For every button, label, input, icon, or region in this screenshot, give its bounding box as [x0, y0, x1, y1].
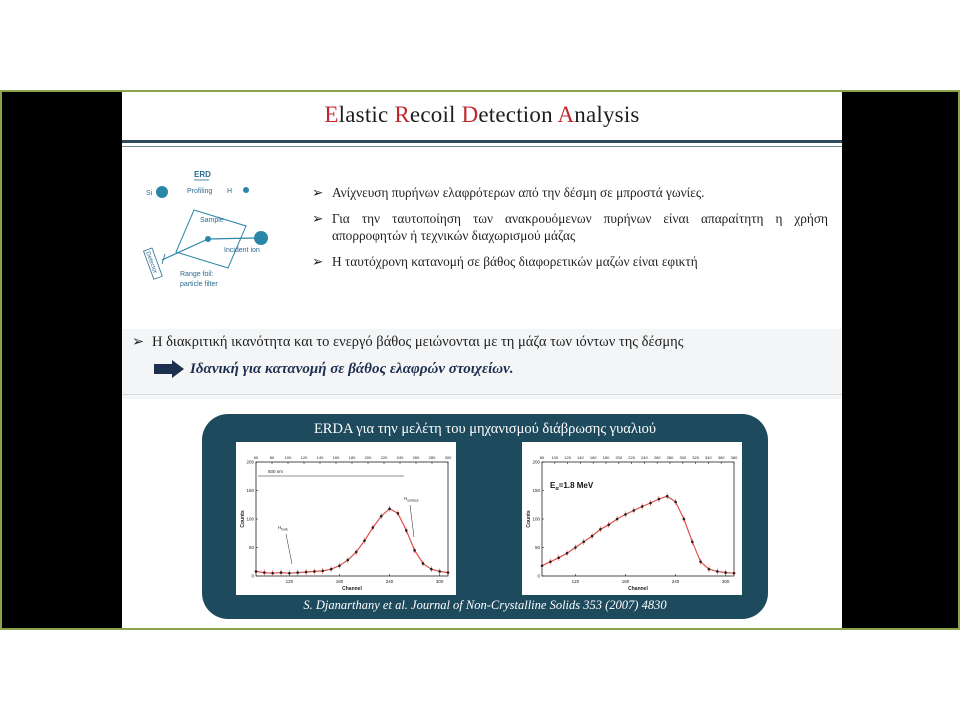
x-tick-label: 300: [435, 579, 444, 584]
x-tick-label: 180: [335, 579, 344, 584]
data-point: [363, 539, 366, 542]
top-tick-label: 200: [364, 455, 372, 460]
target-atom: [205, 236, 211, 242]
data-point: [674, 501, 677, 504]
energy-value: =1.8 MeV: [558, 481, 594, 490]
diagram-incident-label: Incident ion: [224, 247, 260, 254]
top-tick-label: 140: [316, 455, 324, 460]
data-point: [549, 560, 552, 563]
conclusion-line: [154, 360, 514, 378]
chart-2-svg: [522, 442, 742, 595]
erd-geometry-diagram: [140, 164, 300, 294]
bullet-text: Ανίχνευση πυρήνων ελαφρότερων από την δέσμη σε μπροστά γωνίες.: [332, 185, 705, 200]
conclusion-text: Ιδανική για κατανομή σε βάθος ελαφρών στοιχείων.: [190, 360, 514, 377]
title-rule-thin: [122, 146, 842, 147]
recoil-line: [162, 239, 208, 260]
data-point: [691, 541, 694, 544]
title-accent-letter: D: [461, 102, 479, 127]
top-tick-label: 100: [551, 455, 559, 460]
top-tick-label: 180: [602, 455, 610, 460]
data-point: [321, 570, 324, 573]
top-tick-label: 60: [253, 455, 259, 460]
title-word: nalysis: [574, 102, 640, 127]
data-point: [305, 571, 308, 574]
title-accent-letter: A: [557, 102, 575, 127]
title-word: lastic: [338, 102, 395, 127]
data-point: [724, 571, 727, 574]
data-point: [280, 571, 283, 574]
bullet-item: [312, 210, 828, 244]
top-tick-label: 180: [348, 455, 356, 460]
diagram-sample-label: Sample: [200, 217, 224, 224]
top-tick-label: 220: [380, 455, 388, 460]
title-word: ecoil: [409, 102, 462, 127]
data-point: [380, 515, 383, 518]
data-point: [591, 535, 594, 538]
top-tick-label: 80: [269, 455, 275, 460]
data-point: [338, 564, 341, 567]
data-point: [666, 495, 669, 498]
plot-frame: [256, 462, 448, 576]
h-surface-label: $H_{surface}$: [404, 496, 419, 503]
data-point: [313, 570, 316, 573]
energy-subscript: α: [555, 486, 559, 492]
top-tick-label: 260: [412, 455, 420, 460]
y-tick-label: 200: [532, 459, 540, 465]
diagram-h-label: H: [227, 188, 233, 195]
x-axis-label: Channel: [342, 586, 362, 592]
si-atom: [156, 186, 168, 198]
top-tick-label: 160: [589, 455, 597, 460]
top-tick-label: 200: [615, 455, 623, 460]
x-tick-label: 240: [671, 579, 680, 584]
bullet-arrow-icon: ➢: [312, 185, 324, 200]
top-tick-label: 120: [300, 455, 308, 460]
data-point: [405, 529, 408, 532]
data-point: [716, 570, 719, 573]
data-point: [708, 568, 711, 571]
highlight-text: Η διακριτική ικανότητα και το ενεργό βάθος μειώνονται με τη μάζα των ιόντων της δέσμης: [152, 334, 684, 350]
data-point: [388, 507, 391, 510]
highlight-statement: [132, 334, 684, 351]
h-bulk-subscript: bulk: [281, 527, 288, 532]
top-tick-label: 320: [692, 455, 699, 460]
top-tick-label: 220: [628, 455, 635, 460]
diagram-detector-label: Detector: [144, 250, 158, 275]
x-tick-label: 180: [621, 579, 630, 584]
bullet-list: [312, 184, 828, 279]
diagram-si-label: Si: [146, 190, 153, 197]
y-tick-label: 50: [248, 545, 254, 550]
y-tick-label: 0: [537, 573, 540, 579]
panel-title: ERDA για την μελέτη του μηχανισμού διάβρωσης γυαλιού: [313, 421, 657, 437]
diagram-profiling-label: Profiling: [187, 188, 213, 195]
scale-label: 500 nm: [268, 469, 284, 474]
diagram-rangefoil-label: Range foil:: [180, 271, 214, 278]
top-tick-label: 160: [332, 455, 340, 460]
title-word: etection: [478, 102, 558, 127]
y-tick-label: 100: [246, 516, 254, 522]
data-point: [263, 571, 266, 574]
data-point: [541, 564, 544, 567]
data-point: [413, 549, 416, 552]
data-point: [430, 568, 433, 571]
bullet-item: [312, 253, 828, 270]
bullet-text: Η ταυτόχρονη κατανομή σε βάθος διαφορετικών μαζών είναι εφικτή: [332, 254, 698, 269]
arrow-right-icon: [154, 360, 184, 378]
data-point: [347, 559, 350, 562]
y-tick-label: 100: [532, 516, 540, 522]
data-point: [422, 562, 425, 565]
data-point: [733, 572, 736, 575]
highlight-separator: [122, 394, 842, 395]
data-point: [607, 523, 610, 526]
h-surface-arrow: [410, 505, 414, 537]
title-rule: [122, 140, 842, 143]
y-tick-label: 50: [534, 545, 540, 550]
x-axis-label: Channel: [628, 586, 648, 592]
y-tick-label: 0: [251, 573, 254, 579]
top-tick-label: 280: [666, 455, 674, 460]
data-point: [699, 560, 702, 563]
data-point: [288, 572, 291, 575]
top-tick-label: 80: [539, 455, 545, 460]
slide-viewer-frame: [0, 90, 960, 630]
top-tick-label: 360: [717, 455, 725, 460]
top-tick-label: 100: [284, 455, 292, 460]
data-point: [557, 556, 560, 559]
data-point: [255, 570, 258, 573]
spectrum-fit-line: [542, 496, 734, 573]
data-point: [599, 528, 602, 531]
data-point: [649, 502, 652, 505]
data-point: [574, 546, 577, 549]
incident-ion-atom: [254, 231, 268, 245]
x-tick-label: 300: [721, 579, 730, 584]
data-point: [658, 498, 661, 501]
top-tick-label: 120: [564, 455, 571, 460]
top-tick-label: 240: [396, 455, 404, 460]
h-surface-subscript: surface: [407, 498, 419, 503]
data-point: [397, 512, 400, 515]
y-tick-label: 150: [246, 488, 254, 493]
top-tick-label: 340: [705, 455, 712, 460]
data-point: [438, 570, 441, 573]
data-point: [566, 552, 569, 555]
plot-h-depth-profile: [236, 442, 456, 595]
top-tick-label: 260: [653, 455, 661, 460]
y-axis-label: Counts: [526, 510, 532, 528]
top-tick-label: 300: [444, 455, 452, 460]
bullet-arrow-icon: ➢: [132, 334, 145, 350]
top-tick-label: 300: [679, 455, 687, 460]
top-tick-label: 280: [428, 455, 436, 460]
energy-label: $E_\alpha=1.8$ MeV: [550, 481, 594, 492]
y-tick-label: 200: [246, 459, 254, 465]
diagram-particle-filter-label: particle filter: [180, 281, 218, 288]
incident-beam-line: [208, 238, 256, 239]
slide: [122, 92, 842, 628]
data-point: [271, 572, 274, 575]
plot-frame: [542, 462, 734, 576]
x-tick-label: 240: [385, 579, 394, 584]
title-accent-letter: E: [324, 102, 339, 127]
data-point: [683, 518, 686, 521]
data-point: [330, 568, 333, 571]
data-point: [296, 571, 299, 574]
data-point: [624, 513, 627, 516]
citation: S. Djanarthany et al. Journal of Non-Crystalline Solids 353 (2007) 4830: [303, 598, 667, 612]
bullet-item: [312, 184, 828, 201]
data-point: [582, 541, 585, 544]
h-atom: [243, 187, 249, 193]
x-tick-label: 120: [571, 579, 580, 584]
data-point: [616, 518, 619, 521]
y-tick-label: 150: [532, 488, 540, 493]
bullet-text: Για την ταυτοποίηση των ανακρουόμενων πυρήνων είναι απαραίτητη η χρήση απορροφητών ή τεχνικών διαχωρισμού μάζας: [332, 211, 828, 243]
data-point: [355, 551, 358, 554]
detector-box: [144, 248, 163, 279]
data-point: [372, 526, 375, 529]
slide-title: [122, 102, 842, 128]
diagram-erd-label: ERD: [194, 170, 211, 179]
bullet-arrow-icon: ➢: [312, 211, 324, 226]
spectrum-fit-line: [256, 509, 448, 574]
erda-example-panel: [202, 414, 768, 619]
bullet-arrow-icon: ➢: [312, 254, 324, 269]
y-axis-label: Counts: [240, 510, 246, 528]
h-bulk-arrow: [286, 534, 292, 564]
data-point: [447, 571, 450, 574]
h-bulk-label: $H_{bulk}$: [278, 525, 288, 532]
data-point: [633, 509, 636, 512]
plot-energy-spectrum: [522, 442, 742, 595]
top-tick-label: 240: [641, 455, 648, 460]
data-point: [641, 505, 644, 508]
title-accent-letter: R: [394, 102, 410, 127]
x-tick-label: 120: [285, 579, 294, 584]
chart-1-svg: [236, 442, 456, 595]
top-tick-label: 140: [577, 455, 584, 460]
top-tick-label: 380: [730, 455, 738, 460]
